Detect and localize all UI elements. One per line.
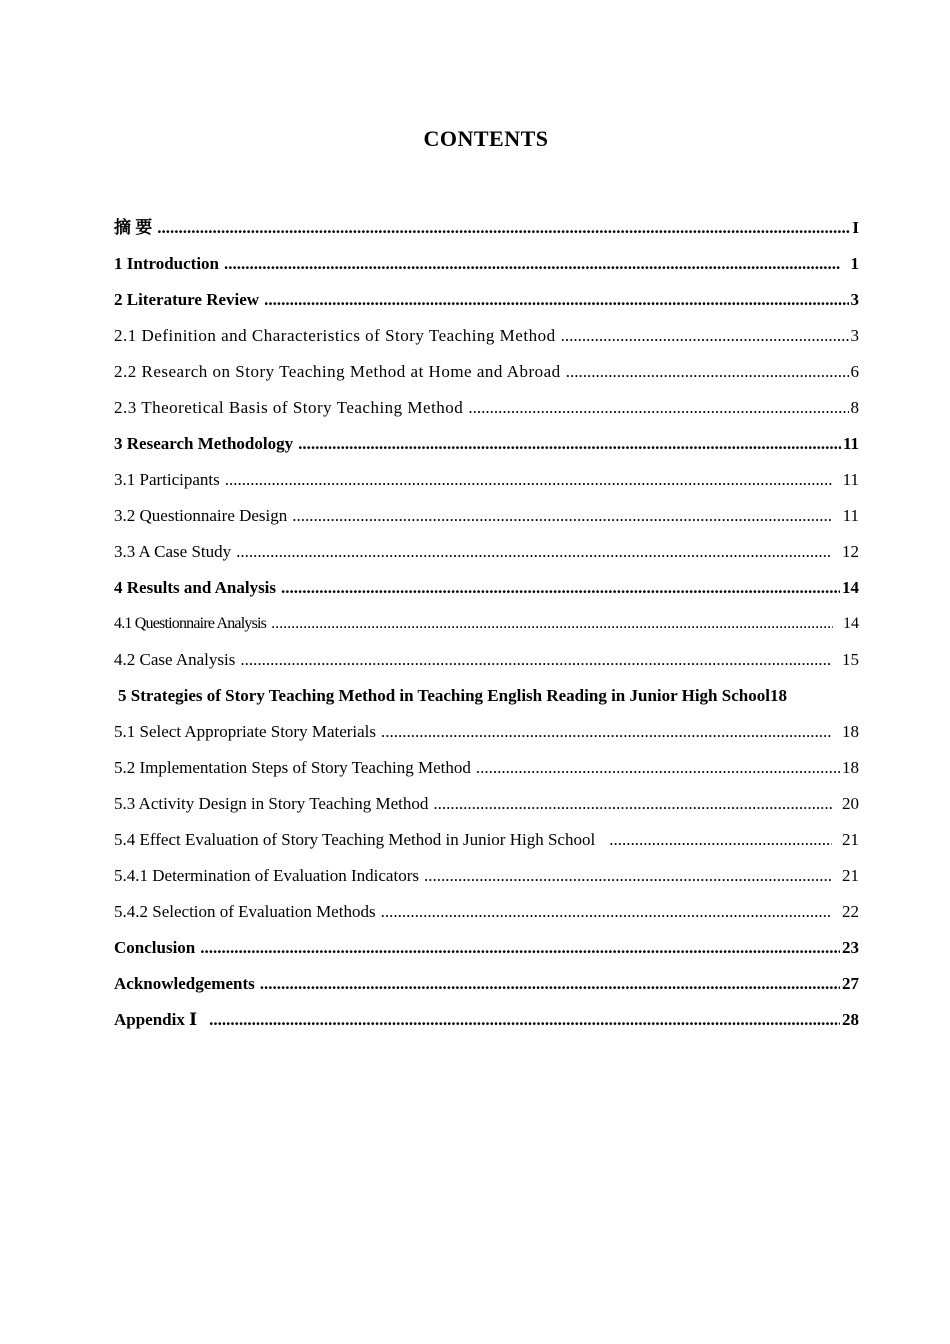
dot-leader	[157, 216, 850, 240]
toc-entry-label: 4.1 Questionnaire Analysis	[114, 615, 267, 632]
toc-entry-page: 11	[842, 470, 859, 489]
toc-entry-page: I	[852, 218, 859, 237]
toc-entry-label: 2.3 Theoretical Basis of Story Teaching Method	[114, 398, 464, 417]
toc-entry-page: 8	[850, 398, 859, 417]
toc-entry-page: 18	[842, 758, 859, 777]
toc-entry-introduction[interactable]	[114, 252, 859, 288]
toc-entry-label: 3.1 Participants	[114, 470, 220, 489]
toc-entry-page: 20	[842, 794, 859, 813]
dot-leader	[468, 396, 848, 420]
toc-entry-page: 15	[842, 650, 859, 669]
toc-entry-acknowledgements[interactable]	[114, 972, 859, 1008]
dot-leader	[433, 792, 832, 816]
toc-entry-page: 3	[850, 290, 859, 309]
dot-leader	[200, 936, 840, 960]
dot-leader	[566, 360, 849, 384]
toc-entry-label: 5.4.1 Determination of Evaluation Indicators	[114, 866, 419, 885]
dot-leader	[298, 432, 841, 456]
toc-entry-page: 27	[842, 974, 859, 993]
toc-entry-abstract[interactable]	[114, 216, 859, 252]
toc-entry-page: 23	[842, 938, 859, 957]
toc-entry-label: 5.2 Implementation Steps of Story Teaching Method	[114, 758, 471, 777]
dot-leader	[260, 972, 840, 996]
toc-entry-3-3[interactable]	[114, 540, 859, 576]
dot-leader	[240, 648, 832, 672]
toc-entry-strategies[interactable]	[118, 684, 873, 720]
toc-entry-page: 22	[842, 902, 859, 921]
dot-leader	[561, 324, 849, 348]
toc-entry-label: 3.3 A Case Study	[114, 542, 232, 561]
dot-leader	[381, 720, 832, 744]
toc-entry-label: 3.2 Questionnaire Design	[114, 506, 288, 525]
table-of-contents	[114, 216, 859, 1044]
toc-entry-page: 21	[842, 830, 859, 849]
toc-entry-page: 6	[850, 362, 859, 381]
toc-entry-page: 11	[842, 434, 859, 453]
toc-entry-page: 12	[842, 542, 859, 561]
toc-entry-label: Conclusion	[114, 938, 196, 957]
toc-entry-2-1[interactable]	[114, 324, 859, 360]
toc-entry-results-and-analysis[interactable]	[114, 576, 859, 612]
toc-entry-label: 2.1 Definition and Characteristics of Story Teaching Method	[114, 326, 556, 345]
toc-entry-5-4[interactable]	[114, 828, 859, 864]
toc-entry-label: 5.4 Effect Evaluation of Story Teaching Method in Junior High School	[114, 830, 596, 849]
contents-heading: CONTENTS	[423, 126, 549, 151]
dot-leader	[264, 288, 848, 312]
dot-leader	[292, 504, 832, 528]
toc-entry-page: 3	[850, 326, 859, 345]
toc-entry-5-2[interactable]	[114, 756, 859, 792]
toc-entry-5-3[interactable]	[114, 792, 859, 828]
toc-entry-label: 5 Strategies of Story Teaching Method in Teaching English Reading in Junior High School	[118, 686, 770, 705]
toc-entry-5-4-1[interactable]	[114, 864, 859, 900]
dot-leader	[224, 252, 840, 276]
dot-leader	[281, 576, 840, 600]
dot-leader	[609, 828, 832, 852]
toc-entry-4-1[interactable]	[114, 612, 859, 648]
toc-entry-label: 4.2 Case Analysis	[114, 650, 236, 669]
toc-entry-label: Acknowledgements	[114, 974, 255, 993]
toc-entry-5-1[interactable]	[114, 720, 859, 756]
toc-entry-label: 5.4.2 Selection of Evaluation Methods	[114, 902, 376, 921]
toc-entry-page: 14	[843, 615, 859, 632]
toc-entry-page: 18	[842, 722, 859, 741]
toc-entry-4-2[interactable]	[114, 648, 859, 684]
toc-entry-page: 1	[850, 254, 859, 273]
toc-entry-5-4-2[interactable]	[114, 900, 859, 936]
toc-entry-3-2[interactable]	[114, 504, 859, 540]
toc-entry-label: 5.1 Select Appropriate Story Materials	[114, 722, 377, 741]
toc-entry-label: Appendix Ⅰ	[114, 1010, 198, 1029]
dot-leader	[271, 612, 833, 636]
toc-entry-label: 1 Introduction	[114, 254, 220, 273]
toc-entry-label: 4 Results and Analysis	[114, 578, 277, 597]
toc-entry-label: 2 Literature Review	[114, 290, 260, 309]
dot-leader	[225, 468, 833, 492]
toc-entry-label: 3 Research Methodology	[114, 434, 294, 453]
toc-entry-conclusion[interactable]	[114, 936, 859, 972]
toc-entry-label: 5.3 Activity Design in Story Teaching Method	[114, 794, 429, 813]
dot-leader	[476, 756, 840, 780]
toc-entry-page: 11	[842, 506, 859, 525]
toc-entry-page: 21	[842, 866, 859, 885]
toc-entry-literature-review[interactable]	[114, 288, 859, 324]
toc-entry-page: 18	[769, 686, 787, 705]
toc-entry-2-3[interactable]	[114, 396, 859, 432]
toc-entry-appendix[interactable]	[114, 1008, 859, 1044]
toc-entry-research-methodology[interactable]	[114, 432, 859, 468]
toc-entry-label: 摘 要	[114, 218, 153, 237]
toc-entry-page: 14	[842, 578, 859, 597]
toc-entry-3-1[interactable]	[114, 468, 859, 504]
dot-leader	[236, 540, 832, 564]
dot-leader	[209, 1008, 840, 1032]
toc-entry-label: 2.2 Research on Story Teaching Method at Home and Abroad	[114, 362, 561, 381]
dot-leader	[381, 900, 832, 924]
toc-entry-page: 28	[842, 1010, 859, 1029]
dot-leader	[424, 864, 832, 888]
toc-entry-2-2[interactable]	[114, 360, 859, 396]
